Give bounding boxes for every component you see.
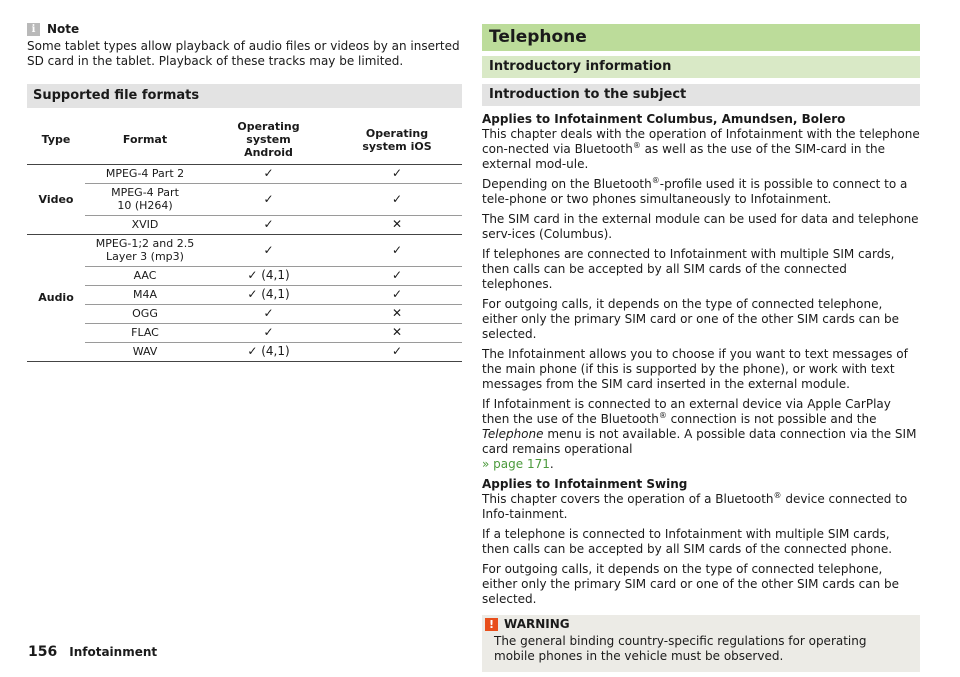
ios-cell: ✕ (332, 305, 462, 324)
ios-cell: ✓ (332, 343, 462, 362)
paragraph-text: This chapter covers the operation of a Bluetooth (482, 492, 774, 506)
android-cell: ✓ (205, 216, 332, 235)
format-cell: FLAC (85, 324, 205, 343)
group-video: Video (27, 165, 85, 235)
telephone-body (482, 112, 920, 607)
ios-cell: ✕ (332, 216, 462, 235)
page-number: 156 (28, 644, 58, 660)
paragraph-text: The SIM card in the external module can be used for data and telephone serv-ices (Columbus). (482, 212, 919, 241)
table-row (27, 235, 462, 267)
ios-cell: ✓ (332, 267, 462, 286)
android-cell: ✓ (205, 165, 332, 184)
formats-heading: Supported file formats (27, 84, 462, 108)
section-heading: Introductory information (482, 56, 920, 78)
table-row (27, 267, 462, 286)
table-row (27, 305, 462, 324)
applies-to-label: Applies to Infotainment Swing (482, 477, 688, 491)
right-column (482, 24, 920, 672)
format-cell: AAC (85, 267, 205, 286)
format-cell: XVID (85, 216, 205, 235)
applies-to-label: Applies to Infotainment Columbus, Amundsen, Bolero (482, 112, 846, 126)
format-cell: MPEG-1;2 and 2.5 Layer 3 (mp3) (85, 235, 205, 267)
subsection-heading: Introduction to the subject (482, 84, 920, 106)
warning-header (482, 615, 920, 633)
paragraph-text: menu is not available. A possible data connection via the SIM card remains operational (482, 427, 917, 456)
ios-cell: ✓ (332, 235, 462, 267)
paragraph-text: Depending on the Bluetooth (482, 177, 652, 191)
format-cell: OGG (85, 305, 205, 324)
table-row (27, 286, 462, 305)
paragraph-text: -profile used it is possible to connect to a tele-phone or two phones simultaneously to Infotainment. (482, 177, 908, 206)
paragraph-text: For outgoing calls, it depends on the type of connected telephone, either only the primary SIM card or one of the other SIM cards can be selected. (482, 562, 900, 606)
header-ios: Operating system iOS (332, 116, 462, 165)
android-cell: ✓ (4,1) (205, 286, 332, 305)
table-row (27, 165, 462, 184)
info-icon: i (27, 23, 40, 36)
header-type: Type (27, 116, 85, 165)
registered-mark: ® (658, 411, 667, 420)
table-row (27, 324, 462, 343)
paragraph-text: If Infotainment is connected to an external device via Apple CarPlay then the use of the Bluetooth (482, 397, 891, 426)
warning-icon: ! (485, 618, 498, 631)
table-header-row (27, 116, 462, 165)
paragraph-text: device connected to Info-tainment. (482, 492, 908, 521)
paragraph-text: If telephones are connected to Infotainment with multiple SIM cards, then calls can be accepted by all SIM cards of the connected telephones. (482, 247, 895, 291)
ios-cell: ✓ (332, 165, 462, 184)
note-text: Some tablet types allow playback of audio files or videos by an inserted SD card in the tablet. Playback of these tracks may be limited. (27, 39, 460, 68)
formats-table (27, 116, 462, 362)
ios-cell: ✓ (332, 184, 462, 216)
warning-text: The general binding country-specific regulations for operating mobile phones in the vehicle must be observed. (494, 634, 867, 663)
android-cell: ✓ (205, 305, 332, 324)
table-row (27, 184, 462, 216)
format-cell: MPEG-4 Part 2 (85, 165, 205, 184)
page-link[interactable]: » page 171 (482, 457, 550, 471)
page-footer (28, 644, 157, 660)
android-cell: ✓ (205, 184, 332, 216)
format-cell: MPEG-4 Part 10 (H264) (85, 184, 205, 216)
android-cell: ✓ (4,1) (205, 267, 332, 286)
paragraph-text: as well as the use of the SIM-card in the external mod-ule. (482, 142, 886, 171)
menu-name: Telephone (482, 427, 544, 441)
format-cell: M4A (85, 286, 205, 305)
paragraph-text: For outgoing calls, it depends on the type of connected telephone, either only the primary SIM card or one of the other SIM cards can be selected. (482, 297, 900, 341)
table-row (27, 343, 462, 362)
android-cell: ✓ (4,1) (205, 343, 332, 362)
registered-mark: ® (773, 491, 782, 500)
warning-title: WARNING (504, 617, 570, 631)
group-audio: Audio (27, 235, 85, 362)
android-cell: ✓ (205, 324, 332, 343)
warning-box (482, 615, 920, 672)
header-format: Format (85, 116, 205, 165)
ios-cell: ✕ (332, 324, 462, 343)
table-row (27, 216, 462, 235)
note-title: Note (47, 22, 80, 36)
paragraph-text: . (549, 457, 554, 471)
paragraph-text: The Infotainment allows you to choose if you want to text messages of the main phone (if this is supported by the phone), or work with text messages from the SIM card inserted in the external module. (482, 347, 908, 391)
format-cell: WAV (85, 343, 205, 362)
android-cell: ✓ (205, 235, 332, 267)
header-android: Operating system Android (205, 116, 332, 165)
chapter-heading: Telephone (482, 24, 920, 51)
paragraph-text: This chapter deals with the operation of Infotainment with the telephone con-nected via Bluetooth (482, 127, 920, 156)
note-header (27, 20, 462, 38)
chapter-name: Infotainment (69, 645, 158, 659)
paragraph-text: If a telephone is connected to Infotainment with multiple SIM cards, then calls can be accepted by all SIM cards of the connected phone. (482, 527, 893, 556)
paragraph-text: connection is not possible and the (666, 412, 877, 426)
ios-cell: ✓ (332, 286, 462, 305)
left-column (27, 20, 462, 362)
registered-mark: ® (651, 176, 660, 185)
registered-mark: ® (632, 141, 641, 150)
